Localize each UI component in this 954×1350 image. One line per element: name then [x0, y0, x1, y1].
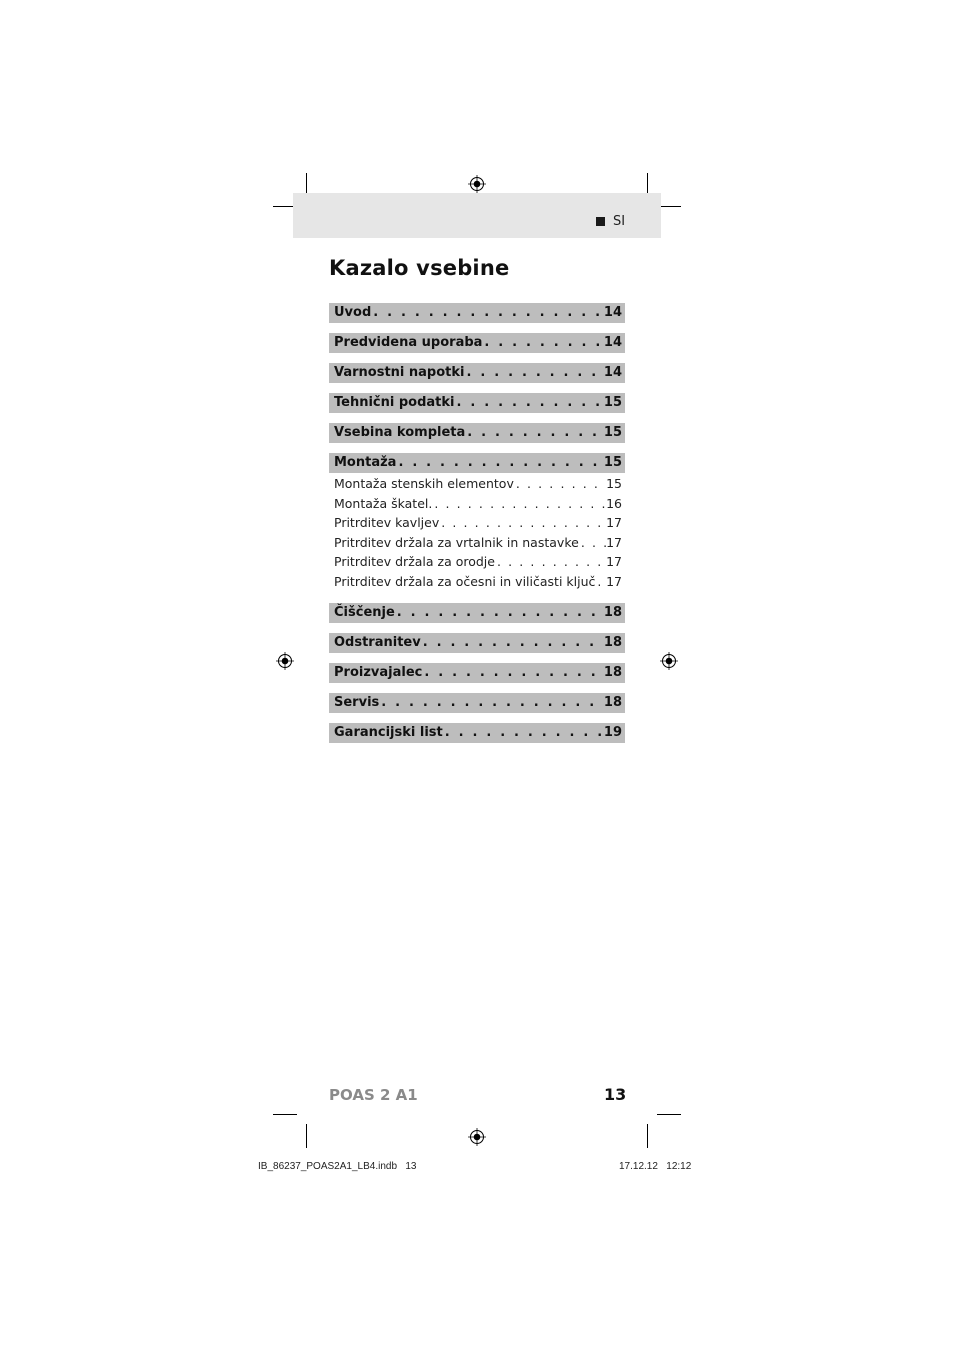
toc-entry-tehnicni-podatki[interactable]: Tehnični podatki . . . 15: [329, 393, 625, 413]
toc-subentry[interactable]: Pritrditev držala za očesni in viličasti ključ . . . 17: [329, 572, 625, 592]
toc-entry-uvod[interactable]: Uvod . . . 14: [329, 303, 625, 323]
crop-mark: [273, 1114, 297, 1115]
toc-subentry[interactable]: Pritrditev kavljev . . . 17: [329, 513, 625, 533]
crop-mark: [657, 1114, 681, 1115]
registration-mark-icon: [468, 175, 486, 193]
toc-entry-servis[interactable]: Servis . . . 18: [329, 693, 625, 713]
square-bullet-icon: [596, 217, 605, 226]
toc-entry-predvidena-uporaba[interactable]: Predvidena uporaba . . . 14: [329, 333, 625, 353]
language-marker: [596, 214, 625, 229]
print-slug-date: 17.12.12 12:12: [619, 1161, 692, 1172]
crop-mark: [647, 1124, 648, 1148]
toc-entry-montaza[interactable]: Montaža . . . 15: [329, 453, 625, 473]
print-slug-file: IB_86237_POAS2A1_LB4.indb 13: [258, 1161, 417, 1172]
language-code: SI: [613, 214, 626, 229]
crop-mark: [306, 1124, 307, 1148]
toc-entry-vsebina-kompleta[interactable]: Vsebina kompleta . . . 15: [329, 423, 625, 443]
footer-page-number: 13: [604, 1085, 627, 1104]
registration-mark-icon: [276, 652, 294, 670]
toc-entry-garancijski-list[interactable]: Garancijski list . . . 19: [329, 723, 625, 743]
toc-subentry[interactable]: Montaža stenskih elementov . . . 15: [329, 474, 625, 494]
toc-entry-varnostni-napotki[interactable]: Varnostni napotki . . . 14: [329, 363, 625, 383]
registration-mark-icon: [660, 652, 678, 670]
footer-model-name: POAS 2 A1: [329, 1086, 418, 1104]
toc-subentry[interactable]: Montaža škatel. . . . 16: [329, 494, 625, 514]
toc-entry-ciscenje[interactable]: Čiščenje . . . 18: [329, 603, 625, 623]
page-title: Kazalo vsebine: [329, 256, 510, 280]
registration-mark-icon: [468, 1128, 486, 1146]
toc-entry-proizvajalec[interactable]: Proizvajalec . . . 18: [329, 663, 625, 683]
table-of-contents: [329, 303, 625, 753]
toc-subentry[interactable]: Pritrditev držala za orodje . . . 17: [329, 552, 625, 572]
toc-subentry[interactable]: Pritrditev držala za vrtalnik in nastavke . . . 17: [329, 533, 625, 553]
toc-subentries-montaza: [329, 474, 625, 592]
toc-entry-odstranitev[interactable]: Odstranitev . . . 18: [329, 633, 625, 653]
